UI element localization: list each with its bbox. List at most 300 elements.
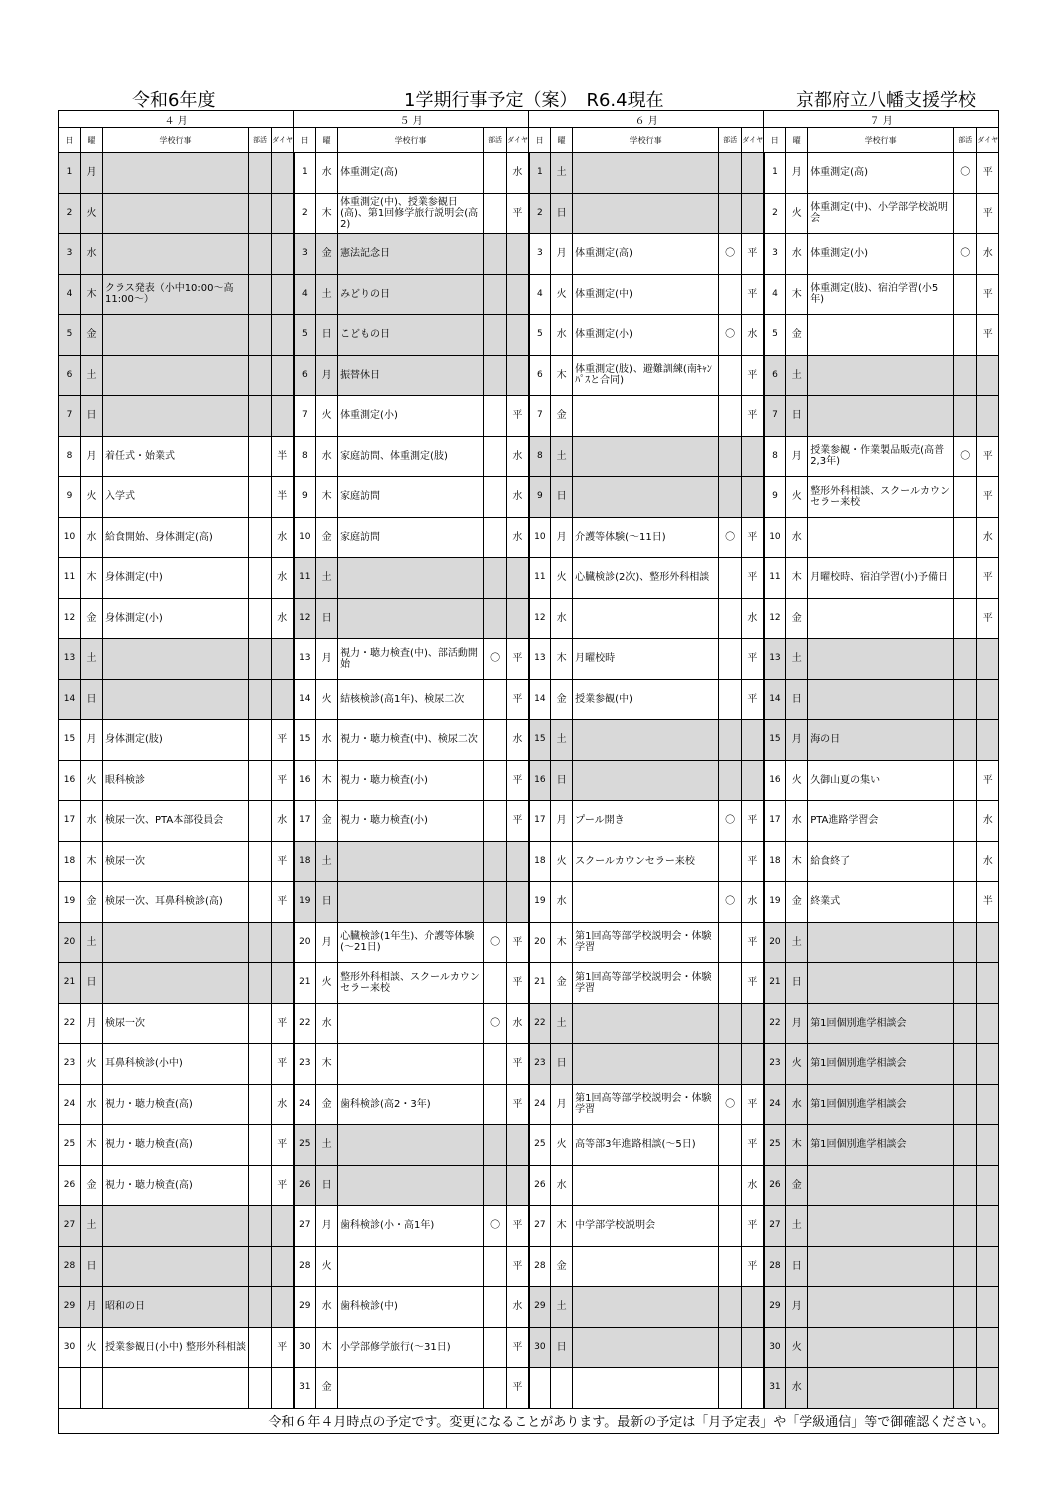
event-cell: 視力・聴力検査(高) <box>103 1165 249 1206</box>
weekday-cell: 土 <box>81 355 103 396</box>
club-cell <box>719 841 742 882</box>
schedule-cell: 平 <box>507 1368 529 1409</box>
weekday-cell: 金 <box>786 882 808 923</box>
event-cell: 体重測定(中)、授業参観日(高)、第1回修学旅行説明会(高2) <box>338 193 484 234</box>
day-cell: 18 <box>529 841 551 882</box>
day-cell: 8 <box>764 436 786 477</box>
weekday-cell: 日 <box>316 882 338 923</box>
weekday-cell: 日 <box>551 193 573 234</box>
day-cell: 30 <box>59 1327 81 1368</box>
day-cell: 2 <box>294 193 316 234</box>
weekday-cell: 水 <box>786 234 808 275</box>
schedule-cell: 水 <box>977 801 999 842</box>
schedule-cell: 平 <box>977 193 999 234</box>
schedule-cell <box>272 1287 294 1328</box>
weekday-cell: 土 <box>786 355 808 396</box>
weekday-cell: 金 <box>316 1368 338 1409</box>
day-cell: 18 <box>59 841 81 882</box>
event-cell: 着任式・始業式 <box>103 436 249 477</box>
weekday-cell: 金 <box>316 517 338 558</box>
weekday-cell: 日 <box>551 477 573 518</box>
schedule-cell: 平 <box>507 963 529 1004</box>
event-cell: 耳鼻科検診(小中) <box>103 1044 249 1085</box>
day-cell <box>529 1368 551 1409</box>
day-cell: 17 <box>529 801 551 842</box>
col-day-header: 日 <box>294 128 316 153</box>
schedule-body <box>59 153 999 1409</box>
col-schedule-header: ダイヤ <box>742 128 764 153</box>
table-row <box>59 639 999 680</box>
schedule-cell: 平 <box>977 274 999 315</box>
event-cell: 月曜校時 <box>573 639 719 680</box>
day-cell: 4 <box>294 274 316 315</box>
club-cell <box>719 1044 742 1085</box>
day-cell: 24 <box>764 1084 786 1125</box>
day-cell: 8 <box>59 436 81 477</box>
month-header: ７ 月 <box>764 111 999 128</box>
club-cell: 〇 <box>719 315 742 356</box>
day-cell: 15 <box>294 720 316 761</box>
day-cell: 13 <box>294 639 316 680</box>
weekday-cell: 金 <box>551 963 573 1004</box>
weekday-cell: 火 <box>551 558 573 599</box>
club-cell <box>719 720 742 761</box>
schedule-cell <box>977 1003 999 1044</box>
event-cell <box>338 598 484 639</box>
table-row <box>59 922 999 963</box>
weekday-cell: 土 <box>316 1125 338 1166</box>
event-cell: 身体測定(小) <box>103 598 249 639</box>
schedule-cell <box>742 477 764 518</box>
weekday-cell: 木 <box>81 1125 103 1166</box>
event-cell <box>338 841 484 882</box>
table-row <box>59 1327 999 1368</box>
table-row <box>59 801 999 842</box>
day-cell: 19 <box>59 882 81 923</box>
event-cell: 体重測定(小) <box>808 234 954 275</box>
club-cell <box>954 1368 977 1409</box>
day-cell: 31 <box>764 1368 786 1409</box>
col-club-header: 部活 <box>249 128 272 153</box>
schedule-cell <box>977 679 999 720</box>
day-cell: 27 <box>764 1206 786 1247</box>
club-cell <box>249 1368 272 1409</box>
club-cell <box>954 193 977 234</box>
weekday-cell: 火 <box>786 1327 808 1368</box>
weekday-cell: 水 <box>316 436 338 477</box>
weekday-cell: 日 <box>551 760 573 801</box>
weekday-cell: 水 <box>551 598 573 639</box>
club-cell <box>249 477 272 518</box>
event-cell: 検尿一次、耳鼻科検診(高) <box>103 882 249 923</box>
schedule-cell: 水 <box>272 598 294 639</box>
schedule-cell: 平 <box>977 153 999 194</box>
schedule-cell: 平 <box>742 517 764 558</box>
event-cell <box>808 639 954 680</box>
table-row <box>59 517 999 558</box>
club-cell <box>484 274 507 315</box>
col-weekday-header: 曜 <box>551 128 573 153</box>
event-cell <box>573 720 719 761</box>
weekday-cell: 水 <box>316 1003 338 1044</box>
weekday-cell: 土 <box>316 841 338 882</box>
schedule-cell <box>272 396 294 437</box>
schedule-cell: 平 <box>272 760 294 801</box>
event-cell: 視力・聴力検査(高) <box>103 1084 249 1125</box>
schedule-cell <box>977 1368 999 1409</box>
club-cell <box>719 598 742 639</box>
event-cell <box>808 396 954 437</box>
event-cell <box>573 436 719 477</box>
schedule-cell: 平 <box>742 1206 764 1247</box>
day-cell: 18 <box>764 841 786 882</box>
event-cell <box>338 1165 484 1206</box>
day-cell: 22 <box>764 1003 786 1044</box>
weekday-cell: 木 <box>81 274 103 315</box>
club-cell <box>719 1206 742 1247</box>
table-row <box>59 720 999 761</box>
club-cell: 〇 <box>484 639 507 680</box>
club-cell <box>954 1165 977 1206</box>
schedule-cell: 平 <box>742 396 764 437</box>
day-cell: 19 <box>294 882 316 923</box>
day-cell: 20 <box>59 922 81 963</box>
club-cell <box>484 841 507 882</box>
day-cell: 10 <box>59 517 81 558</box>
col-day-header: 日 <box>764 128 786 153</box>
club-cell <box>954 801 977 842</box>
schedule-cell: 平 <box>742 274 764 315</box>
club-cell <box>719 639 742 680</box>
schedule-cell <box>272 355 294 396</box>
club-cell <box>719 1287 742 1328</box>
schedule-cell: 平 <box>272 1125 294 1166</box>
schedule-cell: 平 <box>742 679 764 720</box>
club-cell <box>249 234 272 275</box>
day-cell: 1 <box>764 153 786 194</box>
event-cell: 体重測定(肢)、宿泊学習(小5年) <box>808 274 954 315</box>
weekday-cell: 土 <box>786 1206 808 1247</box>
day-cell: 2 <box>529 193 551 234</box>
school-name: 京都府立八幡支援学校 <box>796 90 976 111</box>
club-cell <box>249 1246 272 1287</box>
day-cell: 29 <box>294 1287 316 1328</box>
weekday-cell: 火 <box>551 274 573 315</box>
club-cell <box>719 760 742 801</box>
club-cell <box>249 1165 272 1206</box>
club-cell <box>954 1044 977 1085</box>
day-cell: 12 <box>59 598 81 639</box>
day-cell: 16 <box>59 760 81 801</box>
weekday-cell: 月 <box>81 1287 103 1328</box>
day-cell: 11 <box>294 558 316 599</box>
event-cell: 第1回個別進学相談会 <box>808 1125 954 1166</box>
event-cell: 家庭訪問 <box>338 517 484 558</box>
day-cell: 21 <box>294 963 316 1004</box>
club-cell <box>484 679 507 720</box>
event-cell: 第1回個別進学相談会 <box>808 1003 954 1044</box>
weekday-cell: 水 <box>316 1287 338 1328</box>
weekday-cell: 日 <box>81 396 103 437</box>
club-cell <box>484 1327 507 1368</box>
day-cell: 14 <box>764 679 786 720</box>
day-cell: 6 <box>294 355 316 396</box>
table-row <box>59 1125 999 1166</box>
club-cell <box>954 1206 977 1247</box>
club-cell <box>954 1125 977 1166</box>
table-row <box>59 1044 999 1085</box>
day-cell: 26 <box>59 1165 81 1206</box>
club-cell <box>719 396 742 437</box>
schedule-cell <box>742 1368 764 1409</box>
schedule-cell <box>977 1327 999 1368</box>
club-cell <box>249 1003 272 1044</box>
day-cell: 14 <box>529 679 551 720</box>
weekday-cell <box>551 1368 573 1409</box>
table-row <box>59 963 999 1004</box>
schedule-cell <box>272 274 294 315</box>
event-cell: 給食開始、身体測定(高) <box>103 517 249 558</box>
weekday-cell: 木 <box>786 1125 808 1166</box>
schedule-cell: 水 <box>742 1165 764 1206</box>
weekday-cell: 月 <box>316 1206 338 1247</box>
day-cell: 16 <box>294 760 316 801</box>
club-cell <box>719 1327 742 1368</box>
club-cell <box>954 841 977 882</box>
club-cell <box>249 679 272 720</box>
club-cell <box>719 1165 742 1206</box>
club-cell <box>249 315 272 356</box>
col-event-header: 学校行事 <box>808 128 954 153</box>
event-cell <box>808 679 954 720</box>
event-cell <box>338 1125 484 1166</box>
club-cell <box>719 1368 742 1409</box>
club-cell <box>249 922 272 963</box>
club-cell <box>954 558 977 599</box>
schedule-cell <box>272 639 294 680</box>
club-cell <box>484 963 507 1004</box>
club-cell <box>954 1287 977 1328</box>
weekday-cell: 月 <box>551 517 573 558</box>
club-cell <box>484 355 507 396</box>
weekday-cell: 日 <box>786 1246 808 1287</box>
event-cell <box>573 882 719 923</box>
col-club-header: 部活 <box>719 128 742 153</box>
day-cell: 11 <box>529 558 551 599</box>
schedule-cell: 平 <box>507 1084 529 1125</box>
event-cell <box>808 1165 954 1206</box>
day-cell: 5 <box>529 315 551 356</box>
day-cell: 30 <box>294 1327 316 1368</box>
club-cell <box>719 477 742 518</box>
event-cell: クラス発表（小中10:00～高11:00～） <box>103 274 249 315</box>
table-row <box>59 477 999 518</box>
col-weekday-header: 曜 <box>316 128 338 153</box>
club-cell <box>249 517 272 558</box>
event-cell: 高等部3年進路相談(～5日) <box>573 1125 719 1166</box>
day-cell: 10 <box>764 517 786 558</box>
schedule-cell: 平 <box>742 639 764 680</box>
schedule-cell: 水 <box>507 153 529 194</box>
event-cell: 久御山夏の集い <box>808 760 954 801</box>
weekday-cell: 火 <box>316 963 338 1004</box>
club-cell <box>249 1287 272 1328</box>
day-cell: 27 <box>529 1206 551 1247</box>
club-cell <box>719 1246 742 1287</box>
club-cell <box>249 1327 272 1368</box>
event-cell: 終業式 <box>808 882 954 923</box>
club-cell <box>484 436 507 477</box>
schedule-cell: 平 <box>272 841 294 882</box>
weekday-cell: 火 <box>786 1044 808 1085</box>
event-cell <box>103 922 249 963</box>
schedule-cell: 水 <box>742 315 764 356</box>
schedule-cell: 平 <box>977 315 999 356</box>
weekday-cell: 日 <box>316 598 338 639</box>
schedule-cell: 平 <box>507 1246 529 1287</box>
event-cell: 介護等体験(～11日) <box>573 517 719 558</box>
event-cell: 授業参観日(小中) 整形外科相談 <box>103 1327 249 1368</box>
club-cell <box>954 922 977 963</box>
col-event-header: 学校行事 <box>573 128 719 153</box>
day-cell: 12 <box>764 598 786 639</box>
event-cell: 授業参観(中) <box>573 679 719 720</box>
event-cell <box>573 1287 719 1328</box>
event-cell <box>103 1368 249 1409</box>
schedule-cell: 水 <box>977 841 999 882</box>
day-cell: 3 <box>529 234 551 275</box>
weekday-cell: 月 <box>81 720 103 761</box>
event-cell: 授業参観・作業製品販売(高普2,3年) <box>808 436 954 477</box>
event-cell: 歯科検診(中) <box>338 1287 484 1328</box>
day-cell <box>59 1368 81 1409</box>
club-cell <box>719 274 742 315</box>
club-cell <box>249 1125 272 1166</box>
col-schedule-header: ダイヤ <box>272 128 294 153</box>
event-cell: 体重測定(中) <box>573 274 719 315</box>
weekday-cell: 土 <box>551 720 573 761</box>
weekday-cell: 月 <box>551 801 573 842</box>
table-row <box>59 274 999 315</box>
event-cell: 体重測定(高) <box>808 153 954 194</box>
day-cell: 11 <box>59 558 81 599</box>
schedule-cell: 平 <box>507 1044 529 1085</box>
club-cell <box>249 720 272 761</box>
weekday-cell: 日 <box>81 1246 103 1287</box>
club-cell <box>484 1246 507 1287</box>
day-cell: 27 <box>59 1206 81 1247</box>
club-cell: 〇 <box>484 922 507 963</box>
day-cell: 24 <box>529 1084 551 1125</box>
weekday-cell: 火 <box>81 1327 103 1368</box>
day-cell: 7 <box>59 396 81 437</box>
schedule-cell <box>507 598 529 639</box>
club-cell <box>484 234 507 275</box>
day-cell: 9 <box>764 477 786 518</box>
event-cell: こどもの日 <box>338 315 484 356</box>
event-cell: みどりの日 <box>338 274 484 315</box>
day-cell: 15 <box>764 720 786 761</box>
weekday-cell: 水 <box>81 801 103 842</box>
club-cell: 〇 <box>719 517 742 558</box>
club-cell <box>484 315 507 356</box>
day-cell: 21 <box>529 963 551 1004</box>
day-cell: 6 <box>529 355 551 396</box>
schedule-cell: 平 <box>507 193 529 234</box>
club-cell <box>954 1003 977 1044</box>
weekday-cell: 火 <box>81 193 103 234</box>
event-cell: プール開き <box>573 801 719 842</box>
club-cell <box>484 153 507 194</box>
schedule-cell: 平 <box>272 882 294 923</box>
day-cell: 9 <box>529 477 551 518</box>
schedule-cell: 平 <box>742 841 764 882</box>
event-cell <box>103 193 249 234</box>
weekday-cell: 土 <box>786 922 808 963</box>
club-cell <box>249 436 272 477</box>
weekday-cell: 金 <box>786 315 808 356</box>
weekday-cell: 月 <box>786 436 808 477</box>
col-weekday-header: 曜 <box>786 128 808 153</box>
table-row <box>59 1206 999 1247</box>
club-cell: 〇 <box>719 1084 742 1125</box>
weekday-cell: 金 <box>81 882 103 923</box>
weekday-cell: 月 <box>786 153 808 194</box>
col-weekday-header: 曜 <box>81 128 103 153</box>
event-cell <box>573 193 719 234</box>
table-row <box>59 1368 999 1409</box>
schedule-cell: 水 <box>507 477 529 518</box>
event-cell: 検尿一次 <box>103 1003 249 1044</box>
schedule-cell <box>742 436 764 477</box>
schedule-cell: 水 <box>742 598 764 639</box>
day-cell: 4 <box>764 274 786 315</box>
event-cell: 体重測定(肢)、避難訓練(南ｷｬﾝﾊﾟｽと合同) <box>573 355 719 396</box>
day-cell: 26 <box>529 1165 551 1206</box>
schedule-cell: 平 <box>507 1327 529 1368</box>
schedule-cell: 半 <box>272 477 294 518</box>
schedule-cell: 平 <box>507 760 529 801</box>
weekday-cell: 水 <box>551 882 573 923</box>
club-cell <box>484 1368 507 1409</box>
day-cell: 12 <box>294 598 316 639</box>
weekday-cell: 月 <box>786 1003 808 1044</box>
club-cell <box>719 193 742 234</box>
club-cell <box>719 922 742 963</box>
event-cell <box>103 153 249 194</box>
club-cell <box>719 679 742 720</box>
event-cell <box>808 963 954 1004</box>
month-header: ４ 月 <box>59 111 294 128</box>
club-cell <box>719 963 742 1004</box>
club-cell <box>719 558 742 599</box>
column-header-row <box>59 128 999 153</box>
club-cell: 〇 <box>954 153 977 194</box>
club-cell <box>954 1327 977 1368</box>
day-cell: 20 <box>764 922 786 963</box>
day-cell: 23 <box>59 1044 81 1085</box>
weekday-cell: 土 <box>81 1206 103 1247</box>
day-cell: 2 <box>764 193 786 234</box>
day-cell: 19 <box>529 882 551 923</box>
schedule-cell: 平 <box>272 1327 294 1368</box>
weekday-cell: 土 <box>81 922 103 963</box>
club-cell: 〇 <box>719 882 742 923</box>
schedule-cell: 平 <box>742 234 764 275</box>
schedule-cell: 平 <box>742 1125 764 1166</box>
day-cell: 8 <box>529 436 551 477</box>
weekday-cell: 月 <box>81 1003 103 1044</box>
